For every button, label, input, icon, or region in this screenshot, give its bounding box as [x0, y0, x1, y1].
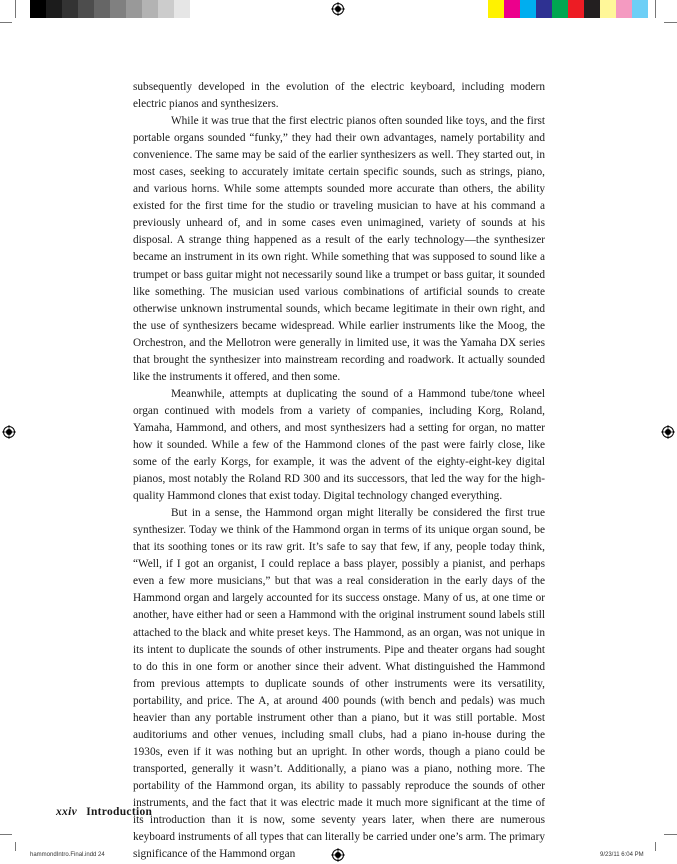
paragraph: While it was true that the first electric pianos often sounded like toys, and the first portable organs sounded “funky,” they had their own advantages, namely portability and convenience. The same may be said of the earlier synthesizers as well. They started out, in most cases, seeking to accurately imitate certain specific sounds, such as strings, piano, and various horns. While some attempts sounded more accurate than others, the ability existed for the first time for the studio or traveling musician to have at his command a previously unheard of, and in some cases even unimagined, variety of sounds at his disposal. A strange thing happened as a result of the early technology—the synthesizer became an instrument in its own right. While something that was supposed to sound like a trumpet or bass guitar might not necessarily sound like a trumpet or bass guitar, it sounded like something. The musician used various combinations of artificial sounds to create otherwise unknown instrumental sounds, which became legitimate in their own right, and the use of synthesizers became widespread. While earlier instruments like the Moog, the Orchestron, and the Mellotron were generally in limited use, it was the Yamaha DX series that brought the synthesizer into mainstream recording and roadwork. It actually sounded like the instruments it offered, and then some. — [133, 115, 545, 383]
paragraph-continued: subsequently developed in the evolution of the electric keyboard, including modern electric pianos and synthesizers. — [133, 81, 545, 111]
crop-mark-left-bottom — [0, 834, 12, 835]
gray-swatch-7 — [126, 0, 142, 18]
color-swatch-6 — [568, 0, 584, 18]
slug-timestamp: 9/23/11 6:04 PM — [600, 852, 644, 858]
gray-swatch-1 — [30, 0, 46, 18]
paragraph: But in a sense, the Hammond organ might literally be considered the first true synthesizer. Today we think of the Hammond organ in terms of its unique organ sound, be that its soothing tones or its raw grit. It’s safe to say that few, if any, people today think, “Well, if I got an organist, I could replace a bass player, possibly a pianist, and perhaps even a few more musicians,” but that was a real consideration in the early days of the Hammond organ and largely accounted for its success onstage. Many of us, at one time or another, have either had or seen a Hammond with the original instrument sound labels still attached to the black and white preset keys. The Hammond, as an organ, was not unique in its intent to duplicate the sounds of other instruments. Pipe and theater organs had sought to do this in one form or another since their advent. What distinguished the Hammond from previous attempts to duplicate sounds of other instruments were its versatility, portability, and price. The A, at around 400 pounds (with bench and pedals) was much heavier than any portable instrument other than a piano, but it was still portable. Most auditoriums and other venues, including small clubs, had a piano in-house during the 1930s, even if it was nothing but an upright. In other words, though a piano could be transported, generally it wasn’t. Additionally, a piano was a piano, nothing more. The portability of the Hammond organ, its ability to passably reproduce the sounds of other instruments, and the fact that it was electric made it much more significant at the time of its introduction than it is now, some seventy years later, when there are numerous keyboard instruments of all types that can literally be carried under one’s arm. The primary significance of the Hammond organ — [133, 507, 545, 861]
color-swatch-5 — [552, 0, 568, 18]
running-footer-title: Introduction — [86, 806, 153, 818]
crop-mark-right-top — [664, 22, 677, 23]
crop-mark-left-top — [0, 22, 12, 23]
color-swatch-10 — [632, 0, 648, 18]
slug-file-name: hammondIntro.Final.indd 24 — [30, 852, 105, 858]
page-number: xxiv — [56, 806, 77, 818]
gray-swatch-3 — [62, 0, 78, 18]
gray-swatch-5 — [94, 0, 110, 18]
crop-mark-top-right — [655, 0, 656, 18]
body-text — [133, 79, 545, 863]
grayscale-bar — [30, 0, 190, 18]
color-swatch-9 — [616, 0, 632, 18]
color-swatch-8 — [600, 0, 616, 18]
gray-swatch-10 — [174, 0, 190, 18]
color-swatch-4 — [536, 0, 552, 18]
crop-mark-top-left — [15, 0, 16, 18]
color-swatch-3 — [520, 0, 536, 18]
gray-swatch-2 — [46, 0, 62, 18]
page-footer — [56, 806, 152, 818]
gray-swatch-8 — [142, 0, 158, 18]
color-swatch-2 — [504, 0, 520, 18]
registration-mark-right-icon — [661, 425, 675, 439]
crop-mark-right-bottom — [664, 834, 677, 835]
color-swatch-7 — [584, 0, 600, 18]
gray-swatch-6 — [110, 0, 126, 18]
crop-mark-bottom-right — [655, 842, 656, 851]
registration-mark-left-icon — [2, 425, 16, 439]
gray-swatch-4 — [78, 0, 94, 18]
crop-mark-bottom-left — [15, 842, 16, 851]
gray-swatch-9 — [158, 0, 174, 18]
color-swatch-1 — [488, 0, 504, 18]
color-bar — [488, 0, 648, 18]
paragraph: Meanwhile, attempts at duplicating the sound of a Hammond tube/tone wheel organ continued with models from a variety of companies, including Korg, Roland, Yamaha, Hammond, and others, and most synthesizers had a setting for organ, no matter how it sounded. While a few of the Hammond clones of the past were fairly close, like some of the early Korgs, for example, it was the advent of the eighty-eight-key digital pianos, most notably the Roland RD 300 and its successors, that led the way for the high-quality Hammond clones that exist today. Digital technology changed everything. — [133, 387, 545, 503]
registration-mark-top-icon — [331, 2, 345, 16]
